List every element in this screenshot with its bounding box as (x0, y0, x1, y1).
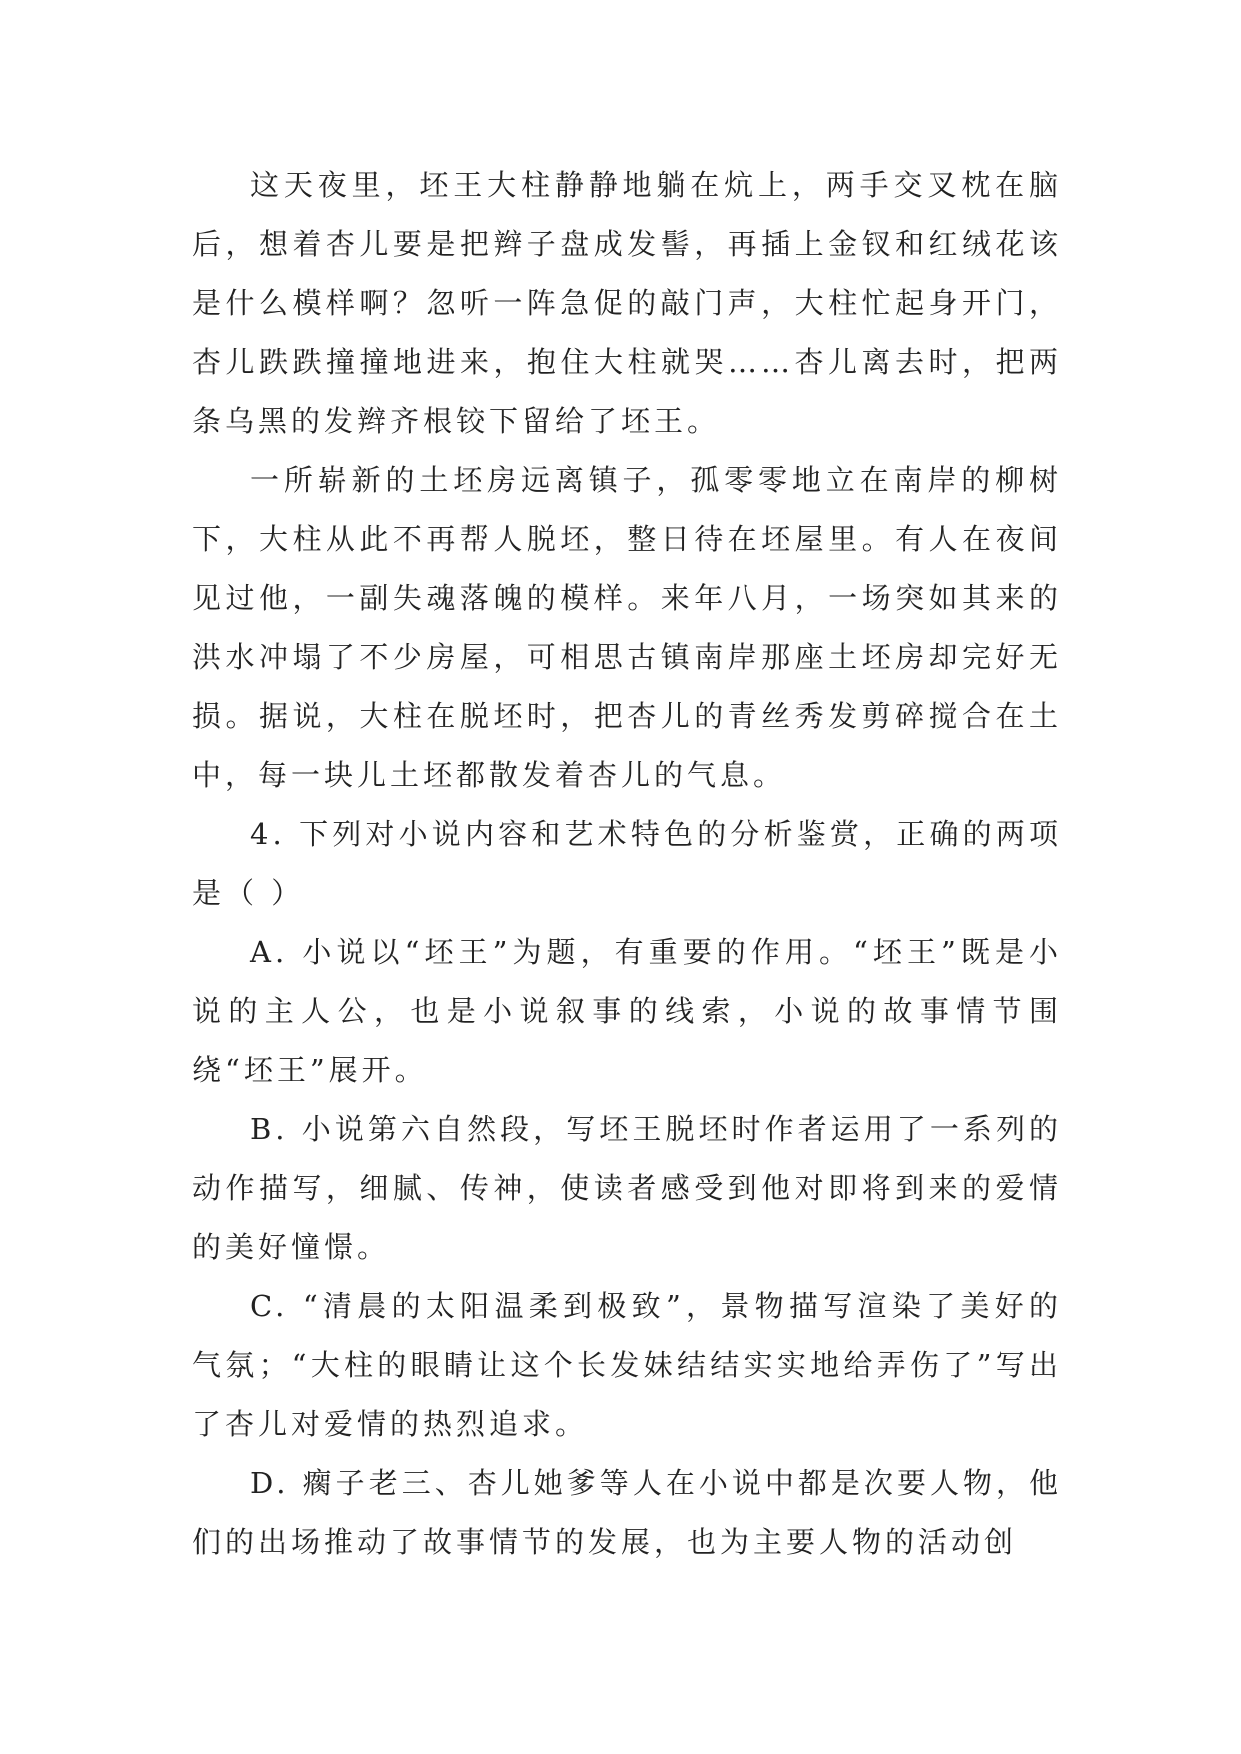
question-4-option-c: C. “清晨的太阳温柔到极致”，景物描写渲染了美好的气氛；“大柱的眼睛让这个长发妹结结实实地给弄伤了”写出了杏儿对爱情的热烈追求。 (192, 1289, 1062, 1441)
question-4-stem: 4. 下列对小说内容和艺术特色的分析鉴赏，正确的两项是（ ） (192, 817, 1062, 910)
question-4-option-d: D. 瘸子老三、杏儿她爹等人在小说中都是次要人物，他们的出场推动了故事情节的发展，也为主要人物的活动创 (192, 1466, 1062, 1559)
document-body (192, 156, 1062, 1572)
question-4-option-a: A. 小说以“坯王”为题，有重要的作用。“坯王”既是小说的主人公，也是小说叙事的线索，小说的故事情节围绕“坯王”展开。 (192, 935, 1062, 1087)
question-4-option-b: B. 小说第六自然段，写坯王脱坯时作者运用了一系列的动作描写，细腻、传神，使读者感受到他对即将到来的爱情的美好憧憬。 (192, 1112, 1062, 1264)
story-paragraph-night-visit: 这天夜里，坯王大柱静静地躺在炕上，两手交叉枕在脑后，想着杏儿要是把辫子盘成发髻，再插上金钗和红绒花该是什么模样啊？忽听一阵急促的敲门声，大柱忙起身开门，杏儿跌跌撞撞地进来，抱住大柱就哭……杏儿离去时，把两条乌黑的发辫齐根铰下留给了坯王。 (192, 168, 1062, 438)
story-paragraph-clay-house: 一所崭新的土坯房远离镇子，孤零零地立在南岸的柳树下，大柱从此不再帮人脱坯，整日待在坯屋里。有人在夜间见过他，一副失魂落魄的模样。来年八月，一场突如其来的洪水冲塌了不少房屋，可相思古镇南岸那座土坯房却完好无损。据说，大柱在脱坯时，把杏儿的青丝秀发剪碎搅合在土中，每一块儿土坯都散发着杏儿的气息。 (192, 463, 1062, 792)
